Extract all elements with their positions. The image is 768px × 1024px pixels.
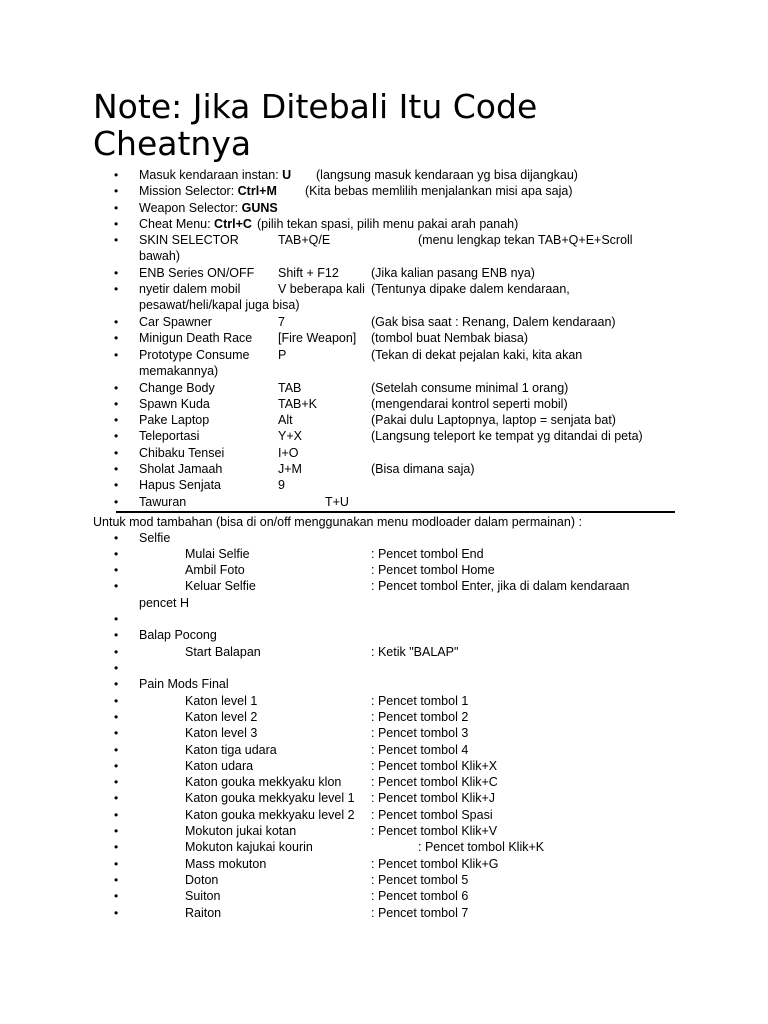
- mod-list-item: [0, 758, 768, 774]
- mod-action: : Pencet tombol Klik+X: [371, 759, 498, 773]
- bullet-icon: •: [114, 857, 119, 871]
- mod-action: : Pencet tombol 7: [371, 906, 469, 920]
- bullet-icon: •: [114, 726, 119, 740]
- page-title: Note: Jika Ditebali Itu Code Cheatnya: [93, 87, 538, 163]
- mod-name: Raiton: [185, 906, 222, 920]
- bullet-icon: •: [114, 710, 119, 724]
- mod-list-item: [0, 905, 768, 921]
- cheat-list-item: [0, 232, 768, 248]
- cheat-list-item: [0, 281, 768, 297]
- cheat-description: (Jika kalian pasang ENB nya): [371, 266, 535, 280]
- bullet-icon: •: [114, 495, 119, 509]
- cheat-label-line: [139, 167, 291, 183]
- mod-group-name: Pain Mods Final: [139, 677, 229, 691]
- cheat-name: Prototype Consume: [139, 348, 250, 362]
- cheat-label-line: [139, 200, 278, 216]
- mod-name: Katon tiga udara: [185, 743, 277, 757]
- cheat-list-item: [0, 314, 768, 330]
- cheat-description: (langsung masuk kendaraan yg bisa dijangkau): [316, 168, 578, 182]
- bullet-icon: •: [114, 840, 119, 854]
- cheat-name: ENB Series ON/OFF: [139, 266, 255, 280]
- mod-list-item: [0, 856, 768, 872]
- mod-list-item: [0, 693, 768, 709]
- mod-name: Katon gouka mekkyaku level 1: [185, 791, 355, 805]
- cheat-description: (Gak bisa saat : Renang, Dalem kendaraan): [371, 315, 616, 329]
- mod-action: : Pencet tombol Enter, jika di dalam kendaraan: [371, 579, 630, 593]
- cheat-description: (Tentunya dipake dalem kendaraan,: [371, 282, 570, 296]
- cheat-list-item: [0, 183, 768, 199]
- mod-action: : Pencet tombol 6: [371, 889, 469, 903]
- mod-action: : Pencet tombol Klik+V: [371, 824, 498, 838]
- mod-group-item: [0, 676, 768, 692]
- bullet-icon: •: [114, 217, 119, 231]
- bullet-icon: •: [114, 266, 119, 280]
- continued-text: pesawat/heli/kapal juga bisa): [139, 298, 300, 312]
- mod-list-item: [0, 562, 768, 578]
- cheat-name: Sholat Jamaah: [139, 462, 223, 476]
- mod-group-name: Balap Pocong: [139, 628, 217, 642]
- mod-action: : Pencet tombol 5: [371, 873, 469, 887]
- bullet-icon: •: [114, 184, 119, 198]
- cheat-description: (menu lengkap tekan TAB+Q+E+Scroll: [418, 233, 633, 247]
- mod-name: Start Balapan: [185, 645, 261, 659]
- cheat-name: Chibaku Tensei: [139, 446, 225, 460]
- mod-list-item: [0, 823, 768, 839]
- cheat-name: Change Body: [139, 381, 215, 395]
- cheat-description: (Tekan di dekat pejalan kaki, kita akan: [371, 348, 583, 362]
- mod-name: Suiton: [185, 889, 221, 903]
- bullet-icon: •: [114, 282, 119, 296]
- cheat-list-item: [0, 396, 768, 412]
- mod-group-name: Selfie: [139, 531, 171, 545]
- cheat-name: nyetir dalem mobil: [139, 282, 241, 296]
- mod-action: : Pencet tombol End: [371, 547, 484, 561]
- cheat-list-item: [0, 167, 768, 183]
- cheat-key: TAB+Q/E: [278, 233, 331, 247]
- mod-group-item: [0, 627, 768, 643]
- cheat-key: 7: [278, 315, 285, 329]
- cheat-key: 9: [278, 478, 285, 492]
- bullet-icon: •: [114, 233, 119, 247]
- mod-list-item: [0, 872, 768, 888]
- mod-action: : Ketik "BALAP": [371, 645, 459, 659]
- cheat-key: Shift + F12: [278, 266, 339, 280]
- mod-list-item: [0, 578, 768, 594]
- cheat-name: Car Spawner: [139, 315, 212, 329]
- mod-list-item: [0, 546, 768, 562]
- cheat-key: TAB: [278, 381, 302, 395]
- cheat-list-item: [0, 330, 768, 346]
- cheat-key: V beberapa kali: [278, 282, 365, 296]
- bullet-icon: •: [114, 677, 119, 691]
- mod-name: Katon level 2: [185, 710, 258, 724]
- cheat-list-item: [0, 265, 768, 281]
- bullet-icon: •: [114, 315, 119, 329]
- cheat-label-line: [139, 216, 252, 232]
- cheat-description: (Bisa dimana saja): [371, 462, 475, 476]
- continued-text: memakannya): [139, 364, 219, 378]
- mod-action: : Pencet tombol Klik+K: [418, 840, 545, 854]
- mods-intro: Untuk mod tambahan (bisa di on/off menggunakan menu modloader dalam permainan) :: [93, 515, 582, 529]
- mod-name: Ambil Foto: [185, 563, 245, 577]
- cheat-name: Teleportasi: [139, 429, 200, 443]
- cheat-label: Weapon Selector:: [139, 201, 242, 215]
- cheat-key: I+O: [278, 446, 299, 460]
- mod-name: Katon level 3: [185, 726, 258, 740]
- cheat-description: (tombol buat Nembak biasa): [371, 331, 529, 345]
- bullet-icon: •: [114, 381, 119, 395]
- cheat-list-item: [0, 412, 768, 428]
- mod-name: Katon gouka mekkyaku klon: [185, 775, 342, 789]
- mod-name: Doton: [185, 873, 219, 887]
- cheat-code: U: [282, 168, 292, 182]
- cheat-description: (Setelah consume minimal 1 orang): [371, 381, 569, 395]
- cheat-key: [Fire Weapon]: [278, 331, 357, 345]
- cheat-list-item: [0, 494, 768, 510]
- bullet-icon: •: [114, 531, 119, 545]
- cheat-list-item: [0, 461, 768, 477]
- mod-name: Katon gouka mekkyaku level 2: [185, 808, 355, 822]
- mod-name: Mokuton jukai kotan: [185, 824, 297, 838]
- cheat-key: P: [278, 348, 287, 362]
- cheat-description-continued: [0, 248, 768, 264]
- bullet-icon: •: [114, 628, 119, 642]
- bullet-icon: •: [114, 331, 119, 345]
- bullet-icon: •: [114, 889, 119, 903]
- continued-text: pencet H: [139, 596, 190, 610]
- mod-group-item: [0, 530, 768, 546]
- bullet-icon: •: [114, 429, 119, 443]
- mod-list-item: [0, 774, 768, 790]
- cheat-label-line: [139, 183, 277, 199]
- bullet-icon: •: [114, 446, 119, 460]
- bullet-icon: •: [114, 478, 119, 492]
- empty-list-item: [0, 660, 768, 676]
- mod-list-item: [0, 725, 768, 741]
- cheat-key: TAB+K: [278, 397, 318, 411]
- cheat-label: Mission Selector:: [139, 184, 238, 198]
- bullet-icon: •: [114, 775, 119, 789]
- bullet-icon: •: [114, 547, 119, 561]
- mod-list-item: [0, 888, 768, 904]
- bullet-icon: •: [114, 824, 119, 838]
- bullet-icon: •: [114, 873, 119, 887]
- cheat-name: Spawn Kuda: [139, 397, 210, 411]
- mod-action: : Pencet tombol Home: [371, 563, 495, 577]
- bullet-icon: •: [114, 759, 119, 773]
- continued-text: bawah): [139, 249, 180, 263]
- mod-name: Mokuton kajukai kourin: [185, 840, 313, 854]
- bullet-icon: •: [114, 645, 119, 659]
- cheat-code: Ctrl+C: [214, 217, 252, 231]
- mod-action: : Pencet tombol 3: [371, 726, 469, 740]
- horizontal-rule: [116, 511, 675, 513]
- empty-list-item: [0, 611, 768, 627]
- bullet-icon: •: [114, 694, 119, 708]
- cheat-name: Minigun Death Race: [139, 331, 253, 345]
- mod-list-item: [0, 644, 768, 660]
- mod-list-item: [0, 709, 768, 725]
- cheat-description: (pilih tekan spasi, pilih menu pakai arah panah): [257, 217, 519, 231]
- bullet-icon: •: [114, 348, 119, 362]
- cheat-list-item: [0, 428, 768, 444]
- mod-name: Mass mokuton: [185, 857, 267, 871]
- bullet-icon: •: [114, 413, 119, 427]
- bullet-icon: •: [114, 397, 119, 411]
- bullet-icon: •: [114, 462, 119, 476]
- cheat-name: Pake Laptop: [139, 413, 210, 427]
- cheat-list-item: [0, 347, 768, 363]
- mod-name: Katon udara: [185, 759, 254, 773]
- bullet-icon: •: [114, 201, 119, 215]
- cheat-list-item: [0, 216, 768, 232]
- mod-list-item: [0, 742, 768, 758]
- bullet-icon: •: [114, 168, 119, 182]
- mod-name: Keluar Selfie: [185, 579, 256, 593]
- bullet-icon: •: [114, 661, 119, 675]
- cheat-code: GUNS: [241, 201, 278, 215]
- cheat-list-item: [0, 477, 768, 493]
- mod-action: : Pencet tombol 2: [371, 710, 469, 724]
- mod-action: : Pencet tombol 1: [371, 694, 469, 708]
- cheat-label: Cheat Menu:: [139, 217, 215, 231]
- mod-list-item: [0, 807, 768, 823]
- mod-action: : Pencet tombol Klik+C: [371, 775, 498, 789]
- cheat-description-continued: [0, 363, 768, 379]
- bullet-icon: •: [114, 612, 119, 626]
- mod-list-item: [0, 790, 768, 806]
- bullet-icon: •: [114, 791, 119, 805]
- cheat-code: Ctrl+M: [237, 184, 277, 198]
- cheat-key: J+M: [278, 462, 302, 476]
- cheat-label: Masuk kendaraan instan:: [139, 168, 283, 182]
- mod-action: : Pencet tombol 4: [371, 743, 469, 757]
- cheat-description: (mengendarai kontrol seperti mobil): [371, 397, 568, 411]
- cheat-key: Alt: [278, 413, 293, 427]
- cheat-list-item: [0, 445, 768, 461]
- bullet-icon: •: [114, 906, 119, 920]
- mod-action: : Pencet tombol Klik+J: [371, 791, 496, 805]
- cheat-list-item: [0, 380, 768, 396]
- cheat-description-continued: [0, 297, 768, 313]
- cheat-key: T+U: [325, 495, 349, 509]
- cheat-description: (Langsung teleport ke tempat yg ditandai di peta): [371, 429, 643, 443]
- mod-name: Mulai Selfie: [185, 547, 250, 561]
- cheat-description: (Pakai dulu Laptopnya, laptop = senjata bat): [371, 413, 616, 427]
- bullet-icon: •: [114, 563, 119, 577]
- mod-action-continued: [0, 595, 768, 611]
- cheat-name: SKIN SELECTOR: [139, 233, 239, 247]
- cheat-description: (Kita bebas memlilih menjalankan misi apa saja): [305, 184, 573, 198]
- bullet-icon: •: [114, 808, 119, 822]
- cheat-key: Y+X: [278, 429, 302, 443]
- mod-list-item: [0, 839, 768, 855]
- cheat-name: Tawuran: [139, 495, 187, 509]
- cheat-list-item: [0, 200, 768, 216]
- cheat-name: Hapus Senjata: [139, 478, 222, 492]
- mod-action: : Pencet tombol Klik+G: [371, 857, 499, 871]
- bullet-icon: •: [114, 579, 119, 593]
- mod-name: Katon level 1: [185, 694, 258, 708]
- mod-action: : Pencet tombol Spasi: [371, 808, 493, 822]
- bullet-icon: •: [114, 743, 119, 757]
